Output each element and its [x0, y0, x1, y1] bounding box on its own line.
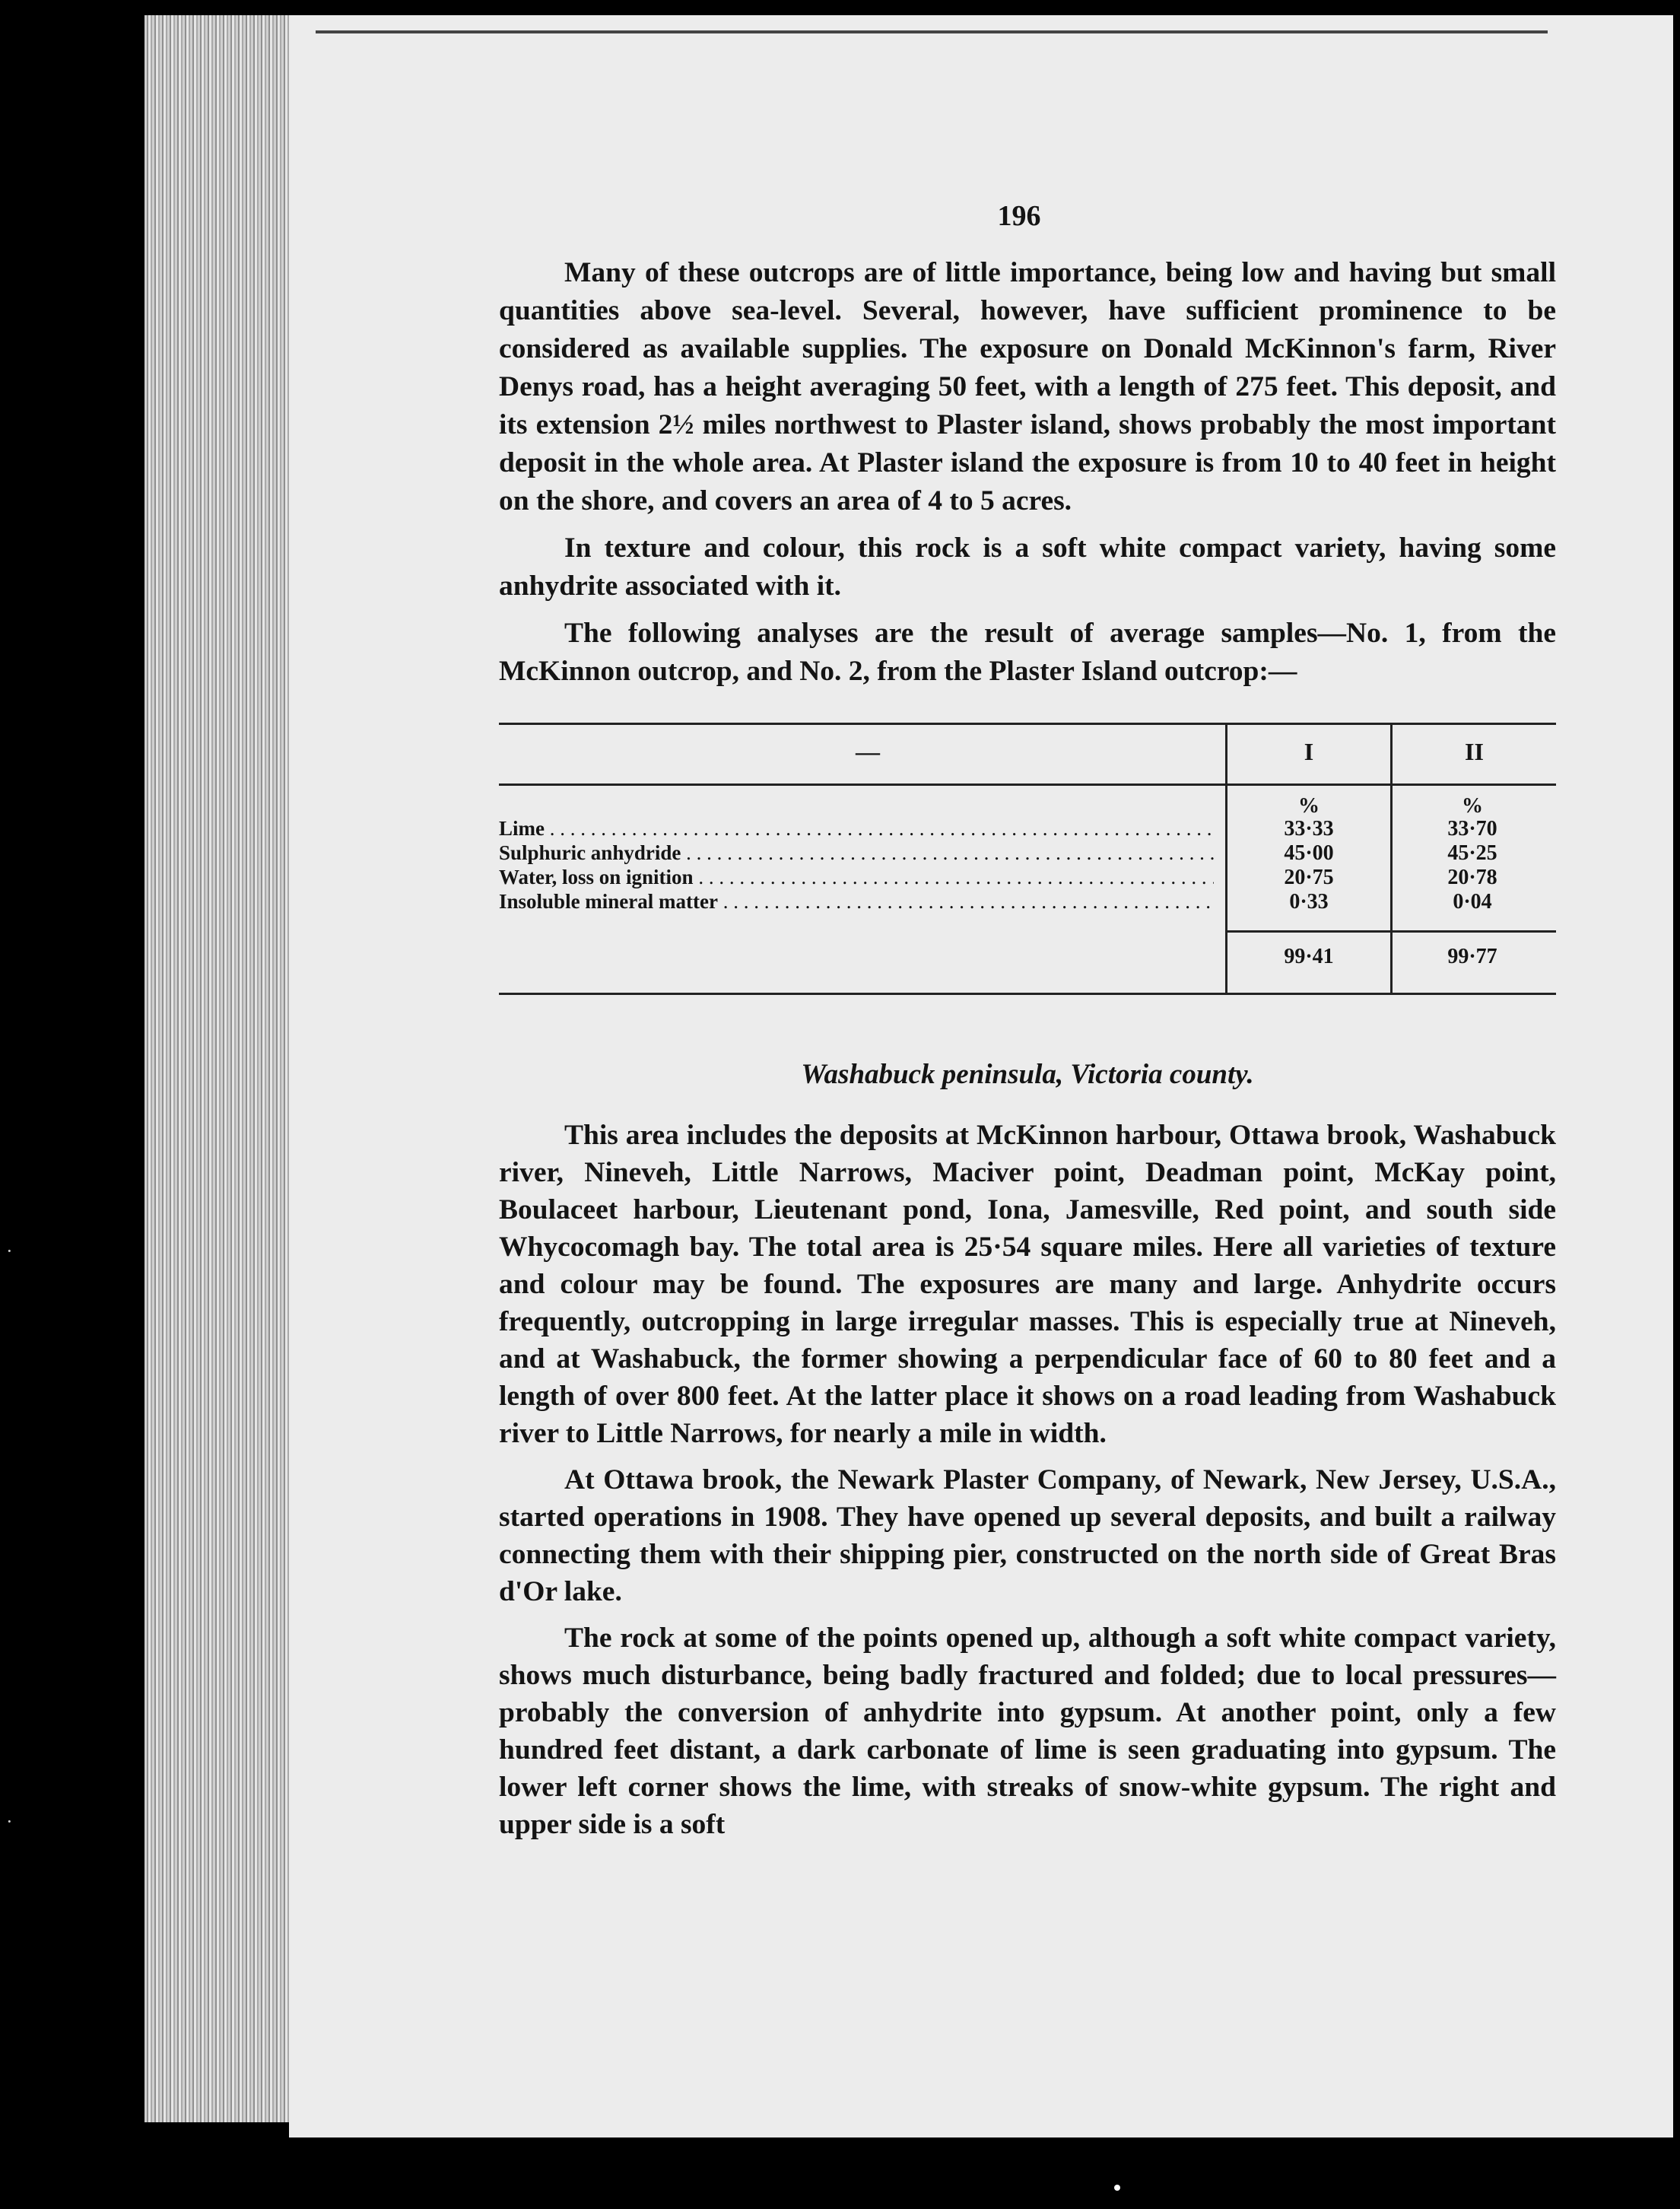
book-page-edges — [144, 15, 297, 2122]
page-top-edge — [316, 30, 1548, 33]
cell-value: 45·25 — [1447, 841, 1497, 865]
page-number: 196 — [997, 200, 1041, 232]
table-header-label: — — [856, 738, 880, 765]
cell-value: 0·33 — [1289, 890, 1329, 914]
table-row — [499, 890, 1556, 914]
table-bottom-rule — [499, 993, 1556, 995]
paragraph: The rock at some of the points opened up, although a soft white compact variety, shows much disturbance, being badly fractured and folded; due to local pressures— probably the conversion of anhydrite into gypsum. At another point, only a few hundred feet distant, a dark carbonate of lime is seen graduating into gypsum. The lower left corner shows the lime, with streaks of snow-white gypsum. The right and upper side is a soft — [499, 1623, 1556, 1840]
paragraph: In texture and colour, this rock is a soft white compact variety, having some anhydrite associated with it. — [499, 532, 1556, 602]
column-header-i: I — [1304, 738, 1314, 765]
scan-speck: · — [6, 1240, 13, 1262]
section-heading: Washabuck peninsula, Victoria county. — [801, 1059, 1254, 1090]
scan-speck: · — [6, 1810, 13, 1832]
paragraph: Many of these outcrops are of little importance, being low and having but small quantities above sea-level. Several, however, have sufficient prominence to be considered as available supplies. The exposure on Donald McKinnon's farm, River Denys road, has a height averaging 50 feet, with a length of 275 feet. This deposit, and its extension 2½ miles northwest to Plaster island, shows probably the most important deposit in the whole area. At Plaster island the exposure is from 10 to 40 feet in height on the shore, and covers an area of 4 to 5 acres. — [499, 257, 1556, 516]
row-label: Insoluble mineral matter . . . — [499, 890, 1214, 914]
cell-value: 33·33 — [1284, 817, 1334, 841]
unit-cell: % — [1462, 794, 1483, 818]
row-label: Lime . . . — [499, 817, 1214, 841]
total-value: 99·77 — [1447, 945, 1497, 968]
page-content — [499, 254, 1556, 1852]
row-label: Sulphuric anhydride . . . — [499, 841, 1214, 865]
cell-value: 33·70 — [1447, 817, 1497, 841]
scan-mark — [1114, 2185, 1120, 2191]
table-row — [499, 866, 1556, 890]
paragraph: The following analyses are the result of average samples—No. 1, from the McKinnon outcrop, and No. 2, from the Plaster Island outcrop:— — [499, 618, 1556, 687]
cell-value: 45·00 — [1284, 841, 1334, 865]
table-top-rule — [499, 723, 1556, 725]
totals-rule — [1227, 930, 1556, 933]
row-label: Water, loss on ignition . . . — [499, 866, 1214, 889]
table-header-rule — [499, 783, 1556, 786]
paragraph: At Ottawa brook, the Newark Plaster Company, of Newark, New Jersey, U.S.A., started operations in 1908. They have opened up several deposits, and built a railway connecting them with their shipping pier, constructed on the north side of Great Bras d'Or lake. — [499, 1464, 1556, 1607]
cell-value: 0·04 — [1453, 890, 1492, 914]
total-value: 99·41 — [1284, 945, 1334, 968]
cell-value: 20·78 — [1447, 866, 1497, 889]
paragraph: This area includes the deposits at McKinnon harbour, Ottawa brook, Washabuck river, Nineveh, Little Narrows, Maciver point, Deadman point, McKay point, Boulaceet harbour, Lieutenant pond, Iona, Jamesville, Red point, and south side Whycocomagh bay. The total area is 25·54 square miles. Here all varieties of texture and colour may be found. The exposures are many and large. Anhydrite occurs frequently, outcropping in large irregular masses. This is especially true at Nineveh, and at Washabuck, the former showing a perpendicular face of 60 to 80 feet and a length of over 800 feet. At the latter place it shows on a road leading from Washabuck river to Little Narrows, for nearly a mile in width. — [499, 1120, 1556, 1449]
cell-value: 20·75 — [1284, 866, 1334, 889]
analysis-table — [499, 723, 1556, 1013]
column-header-ii: II — [1465, 738, 1484, 765]
table-row — [499, 841, 1556, 866]
table-row — [499, 817, 1556, 841]
unit-cell: % — [1298, 794, 1320, 818]
